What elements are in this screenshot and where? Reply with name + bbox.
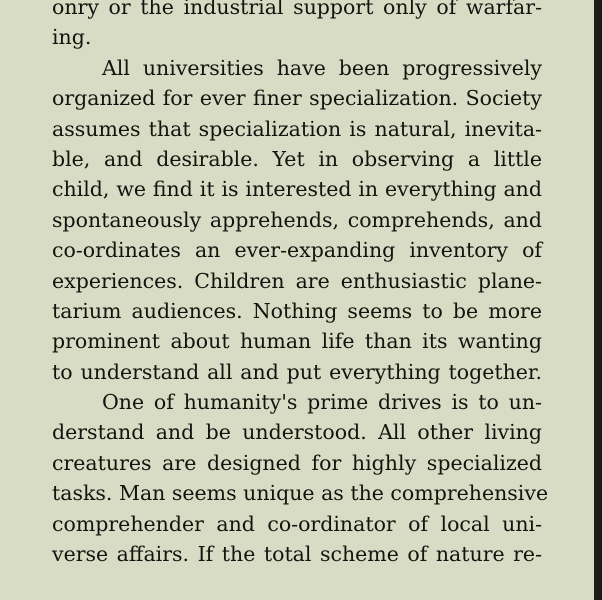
- text-line-12: prominent about human life than its wanting: [52, 329, 542, 354]
- text-line-7: child, we find it is interested in everything and: [52, 177, 542, 202]
- text-line-2: ing.: [52, 25, 92, 50]
- text-line-4: organized for ever finer specialization. Society: [52, 86, 542, 111]
- text-line-9: co-ordinates an ever-expanding inventory of: [52, 238, 542, 263]
- text-line-17: tasks. Man seems unique as the comprehensive: [52, 481, 549, 506]
- text-line-11: tarium audiences. Nothing seems to be more: [52, 298, 542, 323]
- text-line-1: onry or the industrial support only of warfar-: [52, 0, 542, 19]
- body-text: [52, 0, 549, 569]
- text-line-19: verse affairs. If the total scheme of nature re-: [52, 542, 542, 567]
- text-line-16: creatures are designed for highly specialized: [52, 450, 542, 475]
- text-line-18: comprehender and co-ordinator of local uni-: [52, 511, 542, 536]
- text-line-13: to understand all and put everything together.: [52, 359, 542, 384]
- paragraph-start-line: All universities have been progressively: [102, 55, 542, 80]
- text-line-5: assumes that specialization is natural, inevita-: [52, 116, 542, 141]
- page-edge-shadow: [594, 0, 602, 600]
- text-line-15: derstand and be understood. All other living: [52, 420, 542, 445]
- text-line-8: spontaneously apprehends, comprehends, and: [52, 207, 542, 232]
- text-line-10: experiences. Children are enthusiastic plane-: [52, 268, 542, 293]
- paragraph-start-line: One of humanity's prime drives is to un-: [102, 390, 542, 415]
- text-line-6: ble, and desirable. Yet in observing a little: [52, 146, 542, 171]
